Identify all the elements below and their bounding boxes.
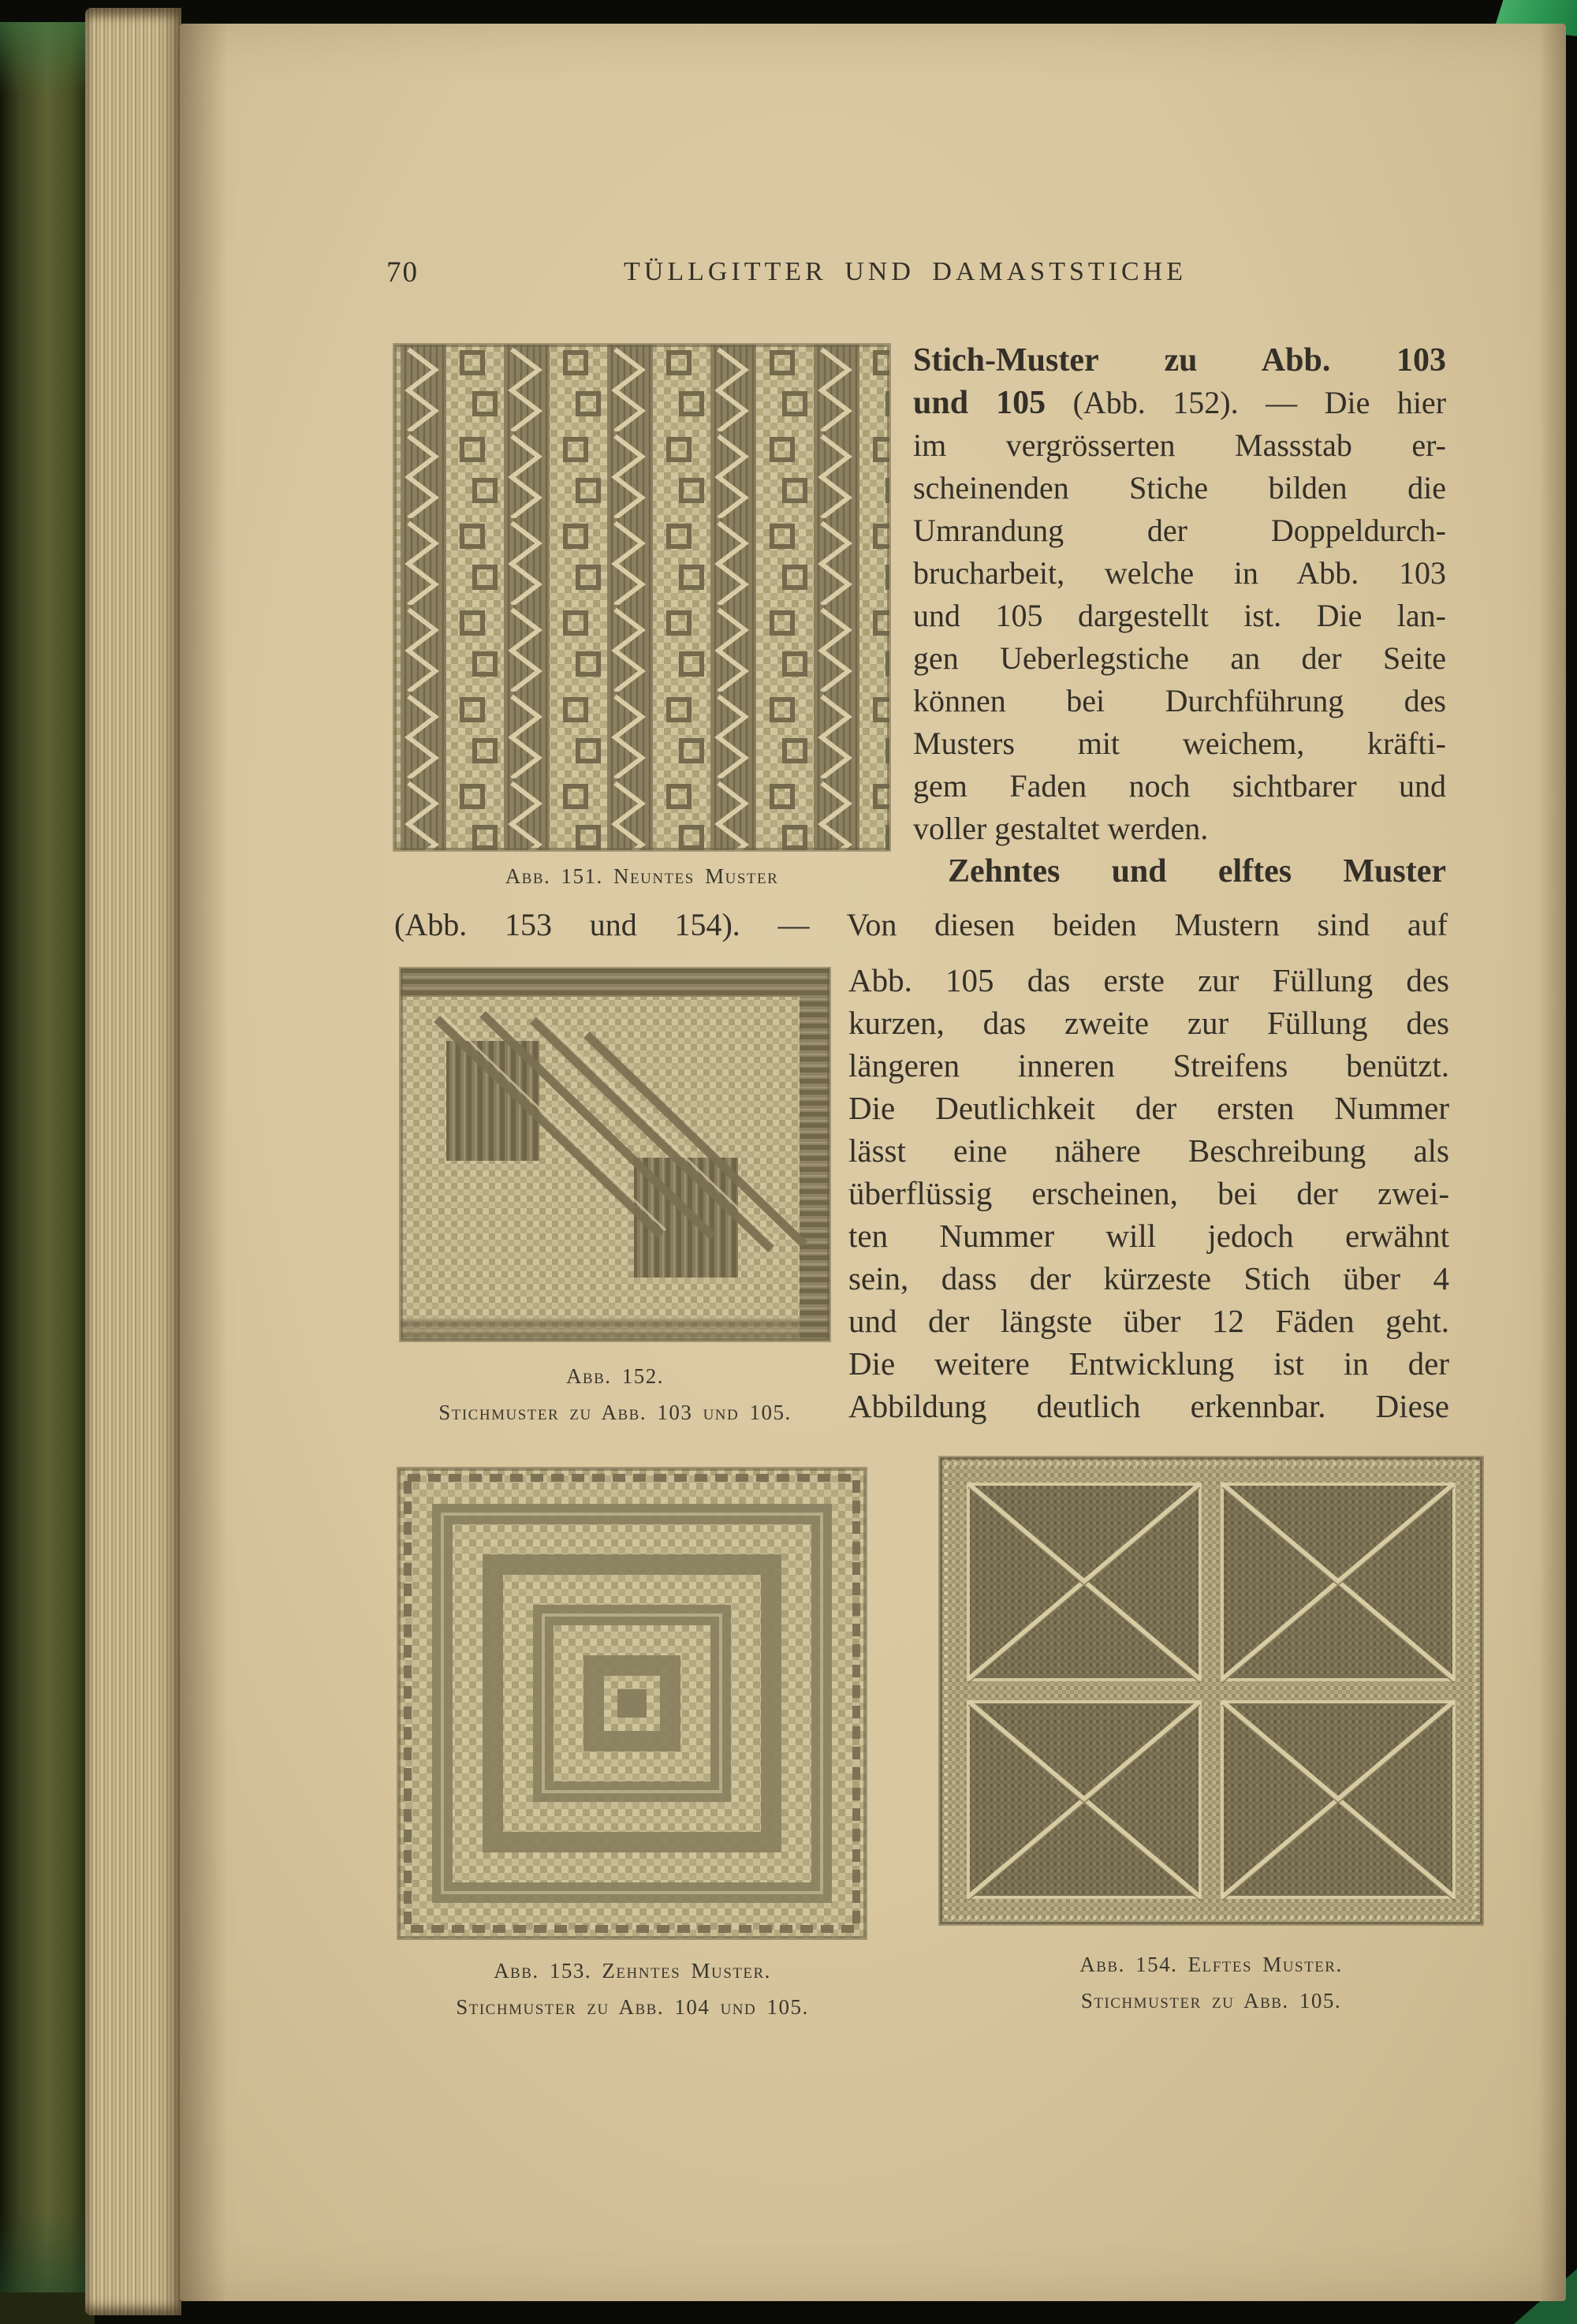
figure-152-image: [401, 968, 830, 1341]
figure-152: [401, 968, 830, 1341]
text-line: brucharbeit, welche in Abb. 103: [913, 555, 1446, 591]
text-line: im vergrösserten Massstab er-: [913, 427, 1446, 463]
paragraph-2: [848, 959, 1449, 1427]
figure-151-caption: Abb. 151. Neuntes Muster: [505, 864, 779, 888]
page-edges-stack: [85, 8, 181, 2315]
figure-153-caption-line2: Stichmuster zu Abb. 104 und 105.: [456, 1995, 809, 2019]
text-line: gem Faden noch sichtbarer und: [913, 768, 1446, 804]
book-page: [180, 24, 1566, 2301]
cover-corner-bottom-left: [0, 2292, 95, 2324]
photo-right-edge: [1566, 0, 1577, 2324]
figure-154-image: [940, 1457, 1482, 1924]
figure-152-caption-line2: Stichmuster zu Abb. 103 und 105.: [438, 1401, 792, 1424]
paragraph-1-line2-rest: (Abb. 152). — Die hier: [1046, 385, 1447, 420]
photo-top-edge: [0, 0, 1577, 22]
book-cover-left-edge: [0, 0, 85, 2324]
figure-152-caption: [378, 1358, 852, 1431]
figure-151-image: [394, 345, 889, 850]
text-line: Musters mit weichem, kräfti-: [913, 726, 1446, 761]
text-line: ten Nummer will jedoch erwähnt: [848, 1218, 1449, 1254]
figure-154-caption: [927, 1946, 1495, 2019]
figure-153-image: [398, 1468, 866, 1938]
text-line: lässt eine nähere Beschreibung als: [848, 1132, 1449, 1169]
text-line: scheinenden Stiche bilden die: [913, 470, 1446, 505]
text-line: gen Ueberlegstiche an der Seite: [913, 640, 1446, 676]
subheading-zehntes-elftes: Zehntes und elftes Muster: [948, 853, 1446, 890]
paragraph-1-lines: [913, 424, 1446, 850]
paragraph-1-line2: [913, 382, 1446, 424]
paragraph-1: [913, 339, 1446, 893]
text-line: Abbildung deutlich erkennbar. Diese: [848, 1388, 1449, 1424]
figure-153: [398, 1468, 866, 1938]
text-line: sein, dass der kürzeste Stich über 4: [848, 1260, 1449, 1296]
paragraph-1-lead: Stich-Muster zu Abb. 103: [913, 342, 1446, 379]
figure-154-caption-line1: Abb. 154. Elftes Muster.: [1079, 1953, 1343, 1976]
running-title: TÜLLGITTER UND DAMASTSTICHE: [624, 257, 1187, 286]
text-line: Die Deutlichkeit der ersten Nummer: [848, 1090, 1449, 1126]
text-line: Abb. 105 das erste zur Füllung des: [848, 962, 1449, 998]
figure-153-caption-line1: Abb. 153. Zehntes Muster.: [494, 1959, 771, 1983]
text-line: und 105 dargestellt ist. Die lan-: [913, 598, 1446, 633]
figure-153-caption: [385, 1953, 880, 2025]
figure-154-caption-line2: Stichmuster zu Abb. 105.: [1080, 1989, 1342, 2013]
text-line: voller gestaltet werden.: [913, 811, 1209, 846]
page-number: 70: [386, 256, 419, 289]
photo-bottom-edge: [0, 2300, 1577, 2324]
figure-154: [940, 1457, 1482, 1924]
text-line: Umrandung der Doppeldurch-: [913, 513, 1446, 548]
text-line: überflüssig erscheinen, bei der zwei-: [848, 1175, 1449, 1211]
text-line: längeren inneren Streifens benützt.: [848, 1047, 1449, 1084]
figure-151: [394, 345, 889, 850]
figure-152-caption-line1: Abb. 152.: [565, 1364, 665, 1388]
paragraph-2-lines: [848, 959, 1449, 1427]
text-line: kurzen, das zweite zur Füllung des: [848, 1005, 1449, 1041]
text-line: können bei Durchführung des: [913, 683, 1446, 718]
bridge-line: (Abb. 153 und 154). — Von diesen beiden Mustern sind auf: [394, 907, 1448, 942]
text-line: und der längste über 12 Fäden geht.: [848, 1303, 1449, 1339]
paragraph-1-lead2: und 105: [913, 385, 1046, 421]
text-line: Die weitere Entwicklung ist in der: [848, 1345, 1449, 1382]
